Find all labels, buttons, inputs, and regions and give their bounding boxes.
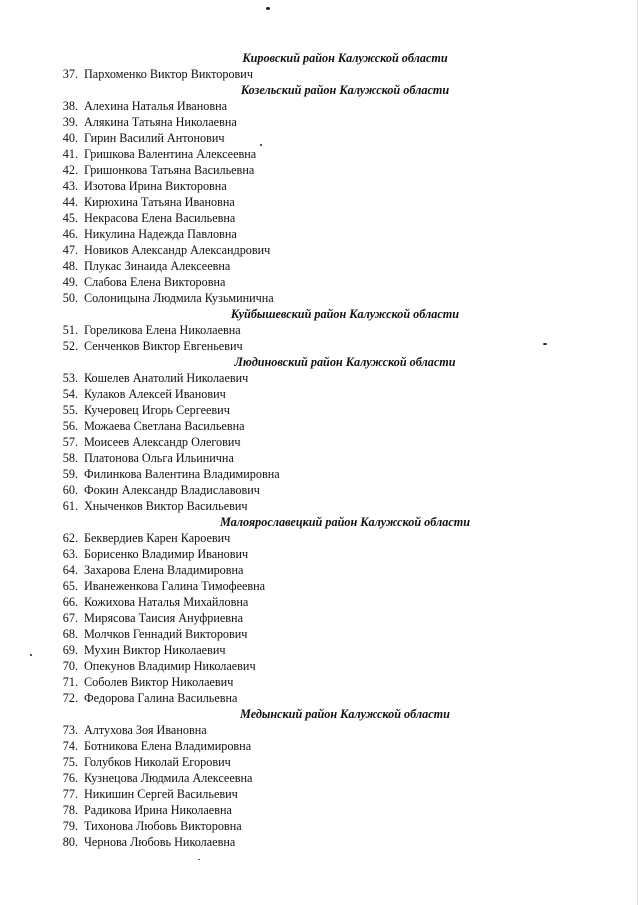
person-name: Кошелев Анатолий Николаевич (84, 371, 249, 385)
list-item (0, 626, 640, 642)
person-name: Плукас Зинаида Алексеевна (84, 259, 231, 273)
person-name: Молчков Геннадий Викторович (84, 627, 248, 641)
person-name: Гирин Василий Антонович (84, 131, 225, 145)
item-number: 40. (62, 131, 78, 145)
item-number: 61. (62, 499, 78, 513)
person-name: Борисенко Владимир Иванович (84, 547, 249, 561)
item-number: 50. (62, 291, 78, 305)
item-number: 57. (62, 435, 78, 449)
person-name: Пархоменко Виктор Викторович (84, 67, 253, 81)
person-name: Можаева Светлана Васильевна (84, 419, 245, 433)
list-item (0, 722, 640, 738)
item-number: 47. (62, 243, 78, 257)
item-number: 52. (62, 339, 78, 353)
section-heading: Куйбышевский район Калужской области (230, 307, 460, 321)
person-name: Алтухова Зоя Ивановна (84, 723, 207, 737)
person-name: Никулина Надежда Павловна (84, 227, 237, 241)
person-name: Моисеев Александр Олегович (84, 435, 241, 449)
list-item (0, 674, 640, 690)
item-number: 62. (62, 531, 78, 545)
list-item (0, 290, 640, 306)
list-item (0, 258, 640, 274)
person-name: Фокин Александр Владиславович (84, 483, 260, 497)
person-name: Беквердиев Карен Кароевич (84, 531, 231, 545)
list-item (0, 194, 640, 210)
list-item (0, 274, 640, 290)
list-item (0, 322, 640, 338)
item-number: 79. (62, 819, 78, 833)
list-item (0, 370, 640, 386)
person-name: Голубков Николай Егорович (84, 755, 231, 769)
item-number: 60. (62, 483, 78, 497)
item-number: 37. (62, 67, 78, 81)
person-name: Кучеровец Игорь Сергеевич (84, 403, 230, 417)
list-item (0, 642, 640, 658)
item-number: 38. (62, 99, 78, 113)
item-number: 65. (62, 579, 78, 593)
list-item (0, 402, 640, 418)
item-number: 51. (62, 323, 78, 337)
section-heading: Малоярославецкий район Калужской области (219, 515, 471, 529)
list-item (0, 770, 640, 786)
item-number: 75. (62, 755, 78, 769)
person-name: Чернова Любовь Николаевна (84, 835, 236, 849)
person-name: Гореликова Елена Николаевна (84, 323, 241, 337)
person-name: Мухин Виктор Николаевич (84, 643, 226, 657)
scan-speck (543, 343, 547, 345)
person-name: Никишин Сергей Васильевич (84, 787, 238, 801)
item-number: 63. (62, 547, 78, 561)
person-name: Радикова Ирина Николаевна (84, 803, 232, 817)
person-name: Тихонова Любовь Викторовна (84, 819, 242, 833)
scan-speck (266, 7, 270, 10)
item-number: 77. (62, 787, 78, 801)
district-list (0, 50, 640, 850)
list-item (0, 818, 640, 834)
list-item (0, 546, 640, 562)
list-item (0, 226, 640, 242)
item-number: 80. (62, 835, 78, 849)
person-name: Федорова Галина Васильевна (84, 691, 238, 705)
item-number: 43. (62, 179, 78, 193)
section-heading: Медынский район Калужской области (240, 707, 450, 721)
list-item (0, 338, 640, 354)
item-number: 67. (62, 611, 78, 625)
item-number: 56. (62, 419, 78, 433)
person-name: Кузнецова Людмила Алексеевна (84, 771, 253, 785)
person-name: Хныченков Виктор Васильевич (84, 499, 248, 513)
person-name: Кирюхина Татьяна Ивановна (84, 195, 235, 209)
list-item (0, 562, 640, 578)
item-number: 58. (62, 451, 78, 465)
list-item (0, 146, 640, 162)
item-number: 49. (62, 275, 78, 289)
item-number: 46. (62, 227, 78, 241)
list-item (0, 450, 640, 466)
person-name: Новиков Александр Александрович (84, 243, 271, 257)
scan-edge (637, 0, 638, 905)
section-heading: Людиновский район Калужской области (234, 355, 456, 369)
list-item (0, 434, 640, 450)
item-number: 64. (62, 563, 78, 577)
list-item (0, 802, 640, 818)
person-name: Алякина Татьяна Николаевна (84, 115, 237, 129)
item-number: 39. (62, 115, 78, 129)
item-number: 42. (62, 163, 78, 177)
person-name: Иванеженкова Галина Тимофеевна (84, 579, 266, 593)
list-item (0, 738, 640, 754)
person-name: Изотова Ирина Викторовна (84, 179, 227, 193)
person-name: Платонова Ольга Ильинична (84, 451, 234, 465)
person-name: Мирясова Таисия Ануфриевна (84, 611, 243, 625)
item-number: 59. (62, 467, 78, 481)
person-name: Гришонкова Татьяна Васильевна (84, 163, 255, 177)
person-name: Кулаков Алексей Иванович (84, 387, 226, 401)
item-number: 48. (62, 259, 78, 273)
scan-speck (260, 144, 262, 146)
item-number: 54. (62, 387, 78, 401)
item-number: 45. (62, 211, 78, 225)
list-item (0, 834, 640, 850)
list-item (0, 98, 640, 114)
item-number: 71. (62, 675, 78, 689)
item-number: 41. (62, 147, 78, 161)
person-name: Гришкова Валентина Алексеевна (84, 147, 257, 161)
scan-speck (198, 859, 200, 860)
list-item (0, 242, 640, 258)
item-number: 69. (62, 643, 78, 657)
person-name: Соболев Виктор Николаевич (84, 675, 234, 689)
person-name: Сенченков Виктор Евгеньевич (84, 339, 243, 353)
item-number: 66. (62, 595, 78, 609)
person-name: Слабова Елена Викторовна (84, 275, 226, 289)
list-item (0, 690, 640, 706)
item-number: 72. (62, 691, 78, 705)
item-number: 68. (62, 627, 78, 641)
scan-speck (30, 654, 32, 656)
person-name: Захарова Елена Владимировна (84, 563, 244, 577)
item-number: 53. (62, 371, 78, 385)
list-item (0, 530, 640, 546)
list-item (0, 754, 640, 770)
item-number: 55. (62, 403, 78, 417)
list-item (0, 418, 640, 434)
item-number: 70. (62, 659, 78, 673)
section-heading: Кировский район Калужской области (242, 51, 448, 65)
person-name: Ботникова Елена Владимировна (84, 739, 252, 753)
person-name: Опекунов Владимир Николаевич (84, 659, 256, 673)
person-name: Солоницына Людмила Кузьминична (84, 291, 274, 305)
list-item (0, 466, 640, 482)
person-name: Алехина Наталья Ивановна (84, 99, 228, 113)
item-number: 44. (62, 195, 78, 209)
list-item (0, 162, 640, 178)
list-item (0, 130, 640, 146)
list-item (0, 482, 640, 498)
list-item (0, 658, 640, 674)
list-item (0, 386, 640, 402)
list-item (0, 578, 640, 594)
person-name: Некрасова Елена Васильевна (84, 211, 236, 225)
list-item (0, 114, 640, 130)
person-name: Кожихова Наталья Михайловна (84, 595, 249, 609)
section-heading: Козельский район Калужской области (240, 83, 450, 97)
list-item (0, 786, 640, 802)
list-item (0, 210, 640, 226)
item-number: 78. (62, 803, 78, 817)
item-number: 76. (62, 771, 78, 785)
item-number: 74. (62, 739, 78, 753)
item-number: 73. (62, 723, 78, 737)
list-item (0, 594, 640, 610)
person-name: Филинкова Валентина Владимировна (84, 467, 280, 481)
list-item (0, 66, 640, 82)
list-item (0, 610, 640, 626)
list-item (0, 178, 640, 194)
list-item (0, 498, 640, 514)
